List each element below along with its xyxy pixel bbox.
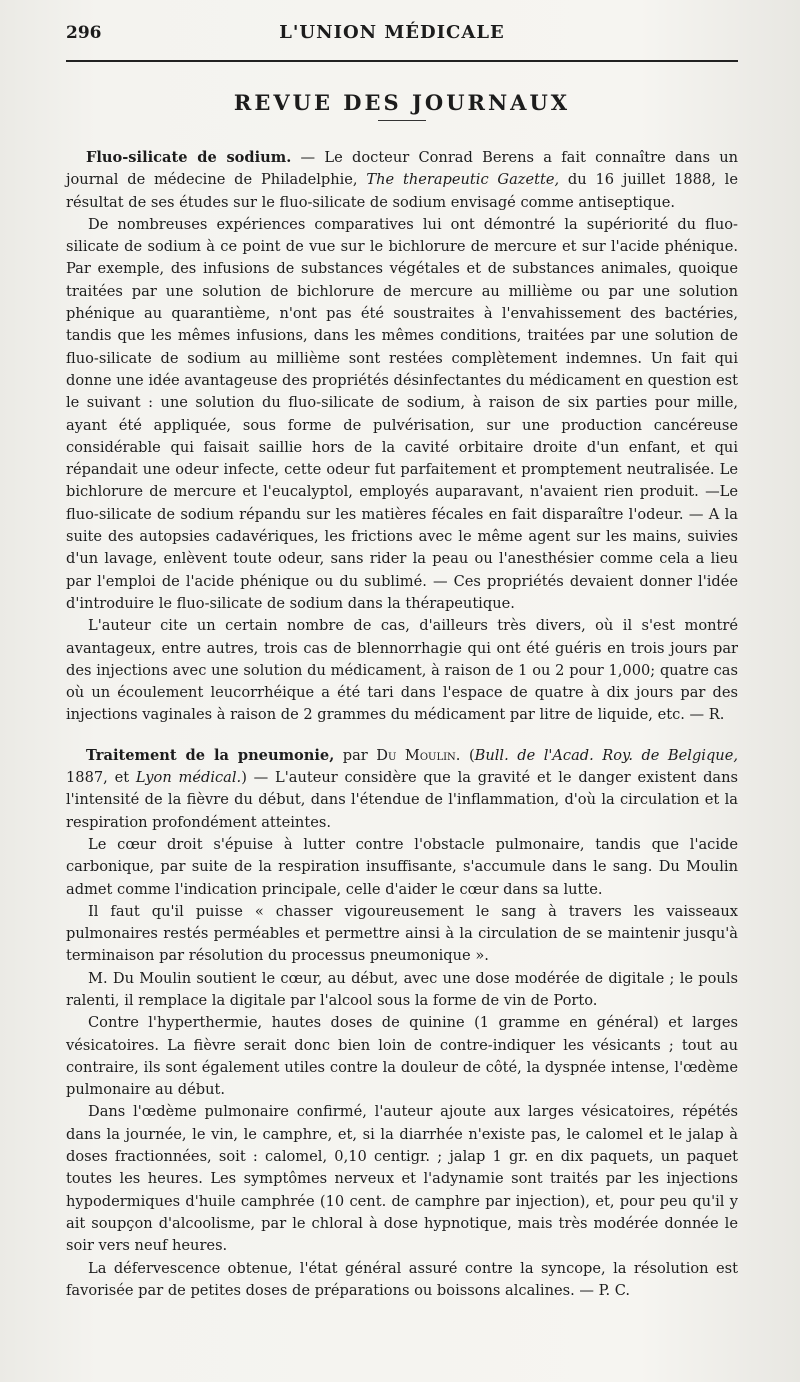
section-title: REVUE DES JOURNAUX: [233, 90, 571, 115]
article2-by: par: [334, 746, 377, 764]
article-pneumonie: [66, 745, 738, 1302]
article1-text-b: du 16 juillet 1888, le résultat de ses études sur le fluo-silicate de sodium envisagé comme antiseptique.: [66, 171, 738, 211]
article-gap: [66, 727, 738, 745]
running-title: L'UNION MÉDICALE: [279, 22, 505, 43]
article1-paragraph-3: L'auteur cite un certain nombre de cas, d'ailleurs très divers, où il s'est montré avantageux, entre autres, trois cas de blennorrhagie qui ont été guéris en trois jours par des injections avec une solution du médicament, à raison de 1 ou 2 pour 1,000; quatre cas où un écoulement leucorrhéique a été tari dans l'espace de quatre à dix jours par des injections vaginales à raison de 2 grammes du médicament par litre de liquide, etc. — R.: [66, 617, 738, 724]
article2-paragraph-6: Dans l'œdème pulmonaire confirmé, l'auteur ajoute aux larges vésicatoires, répétés dans la journée, le vin, le camphre, et, si la diarrhée n'existe pas, le calomel et le jalap à doses fractionnées, soit : calomel, 0,10 centigr. ; jalap 1 gr. en dix paquets, un paquet toutes les heures. Les symptômes nerveux et l'adynamie sont traités par les injections hypodermiques d'huile camphrée (10 cent. de camphre par injection), et, pour peu qu'il y ait soupçon d'alcoolisme, par le chloral à dose hypnotique, mais très modérée donnée le soir vers neuf heures.: [66, 1103, 738, 1255]
page-number: 296: [66, 23, 102, 43]
article1-paragraph-1: [66, 147, 738, 214]
article1-heading: Fluo-silicate de sodium.: [86, 149, 292, 166]
header-rule: [66, 60, 738, 62]
article2-source-mid: 1887, et: [66, 769, 136, 787]
article1-text-a: — Le docteur Conrad Berens a fait connaître dans un journal de médecine de Philadelphie,: [66, 149, 738, 189]
article2-paragraph-1: [66, 745, 738, 834]
article2-paragraph-5: Contre l'hyperthermie, hautes doses de quinine (1 gramme en général) et larges vésicatoires. La fièvre serait donc bien loin de contre-indiquer les vésicants ; tout au contraire, ils sont également utiles contre la douleur de côté, la dyspnée intense, l'œdème pulmonaire au début.: [66, 1014, 738, 1099]
source-lyon: Lyon médical.: [135, 769, 242, 787]
source-bulletin: Bull. de l'Acad. Roy. de Belgique,: [474, 746, 738, 764]
article2-paragraph-2: Le cœur droit s'épuise à lutter contre l'obstacle pulmonaire, tandis que l'acide carbonique, par suite de la respiration insuffisante, s'accumule dans le sang. Du Moulin admet comme l'indication principale, celle d'aider le cœur dans sa lutte.: [66, 835, 738, 898]
article2-paragraph-4: M. Du Moulin soutient le cœur, au début, avec une dose modérée de digitale ; le pouls ralenti, il remplace la digitale par l'alcool sous la forme de vin de Porto.: [66, 969, 738, 1009]
article2-heading: Traitement de la pneumonie,: [86, 746, 335, 764]
article1-paragraph-2: De nombreuses expériences comparatives lui ont démontré la supériorité du fluo-silicate de sodium à ce point de vue sur le bichlorure de mercure et sur l'acide phénique. Par exemple, des infusions de substances végétales et de substances animales, quoique traitées par une solution de bichlorure de mercure au millième ou par une solution phénique au quarantième, n'ont pas été soustraites à l'envahissement des bactéries, tandis que les mêmes infusions, dans les mêmes conditions, traitées par une solution de fluo-silicate de sodium au millième sont restées complètement indemnes. Un fait qui donne une idée avantageuse des propriétés désinfectantes du médicament en question est le suivant : une solution du fluo-silicate de sodium, à raison de six parties pour mille, ayant été appliquée, sous forme de pulvérisation, sur une production cancéreuse considérable qui faisait saillie hors de la cavité orbitaire droite d'un enfant, et qui répandait une odeur infecte, cette odeur fut parfaitement et promptement neutralisée. Le bichlorure de mercure et l'eucalyptol, employés auparavant, n'avaient rien produit. —Le fluo-silicate de sodium répandu sur les matières fécales en fait disparaître l'odeur. — A la suite des autopsies cadavériques, les frictions avec le même agent sur les mains, suivies d'un lavage, enlèvent toute odeur, sans rider la peau ou l'anesthésier comme cela a lieu par l'emploi de l'acide phénique ou du sublimé. — Ces propriétés devaient donner l'idée d'introduire le fluo-silicate de sodium dans la thérapeutique.: [66, 215, 738, 612]
article2-source-open: (: [460, 746, 475, 764]
article2-author: Du Moulin.: [376, 746, 461, 764]
article2-text: ) — L'auteur considère que la gravité et le danger existent dans l'intensité de la fièvre du début, dans l'étendue de l'inflammation, d'où la circulation et la respiration profondément atteintes.: [66, 769, 739, 831]
section-underline: [378, 120, 426, 121]
article2-paragraph-3: Il faut qu'il puisse « chasser vigoureusement le sang à travers les vaisseaux pulmonaires restés perméables et permettre ainsi à la circulation de se maintenir jusqu'à terminaison par résolution du processus pneumonique ».: [66, 902, 738, 965]
article-fluo-silicate: [66, 147, 738, 727]
page-header: [66, 22, 738, 58]
article2-paragraph-7: La défervescence obtenue, l'état général assuré contre la syncope, la résolution est favorisée par de petites doses de préparations ou boissons alcalines. — P. C.: [66, 1259, 738, 1299]
journal-name: The therapeutic Gazette,: [366, 171, 560, 189]
